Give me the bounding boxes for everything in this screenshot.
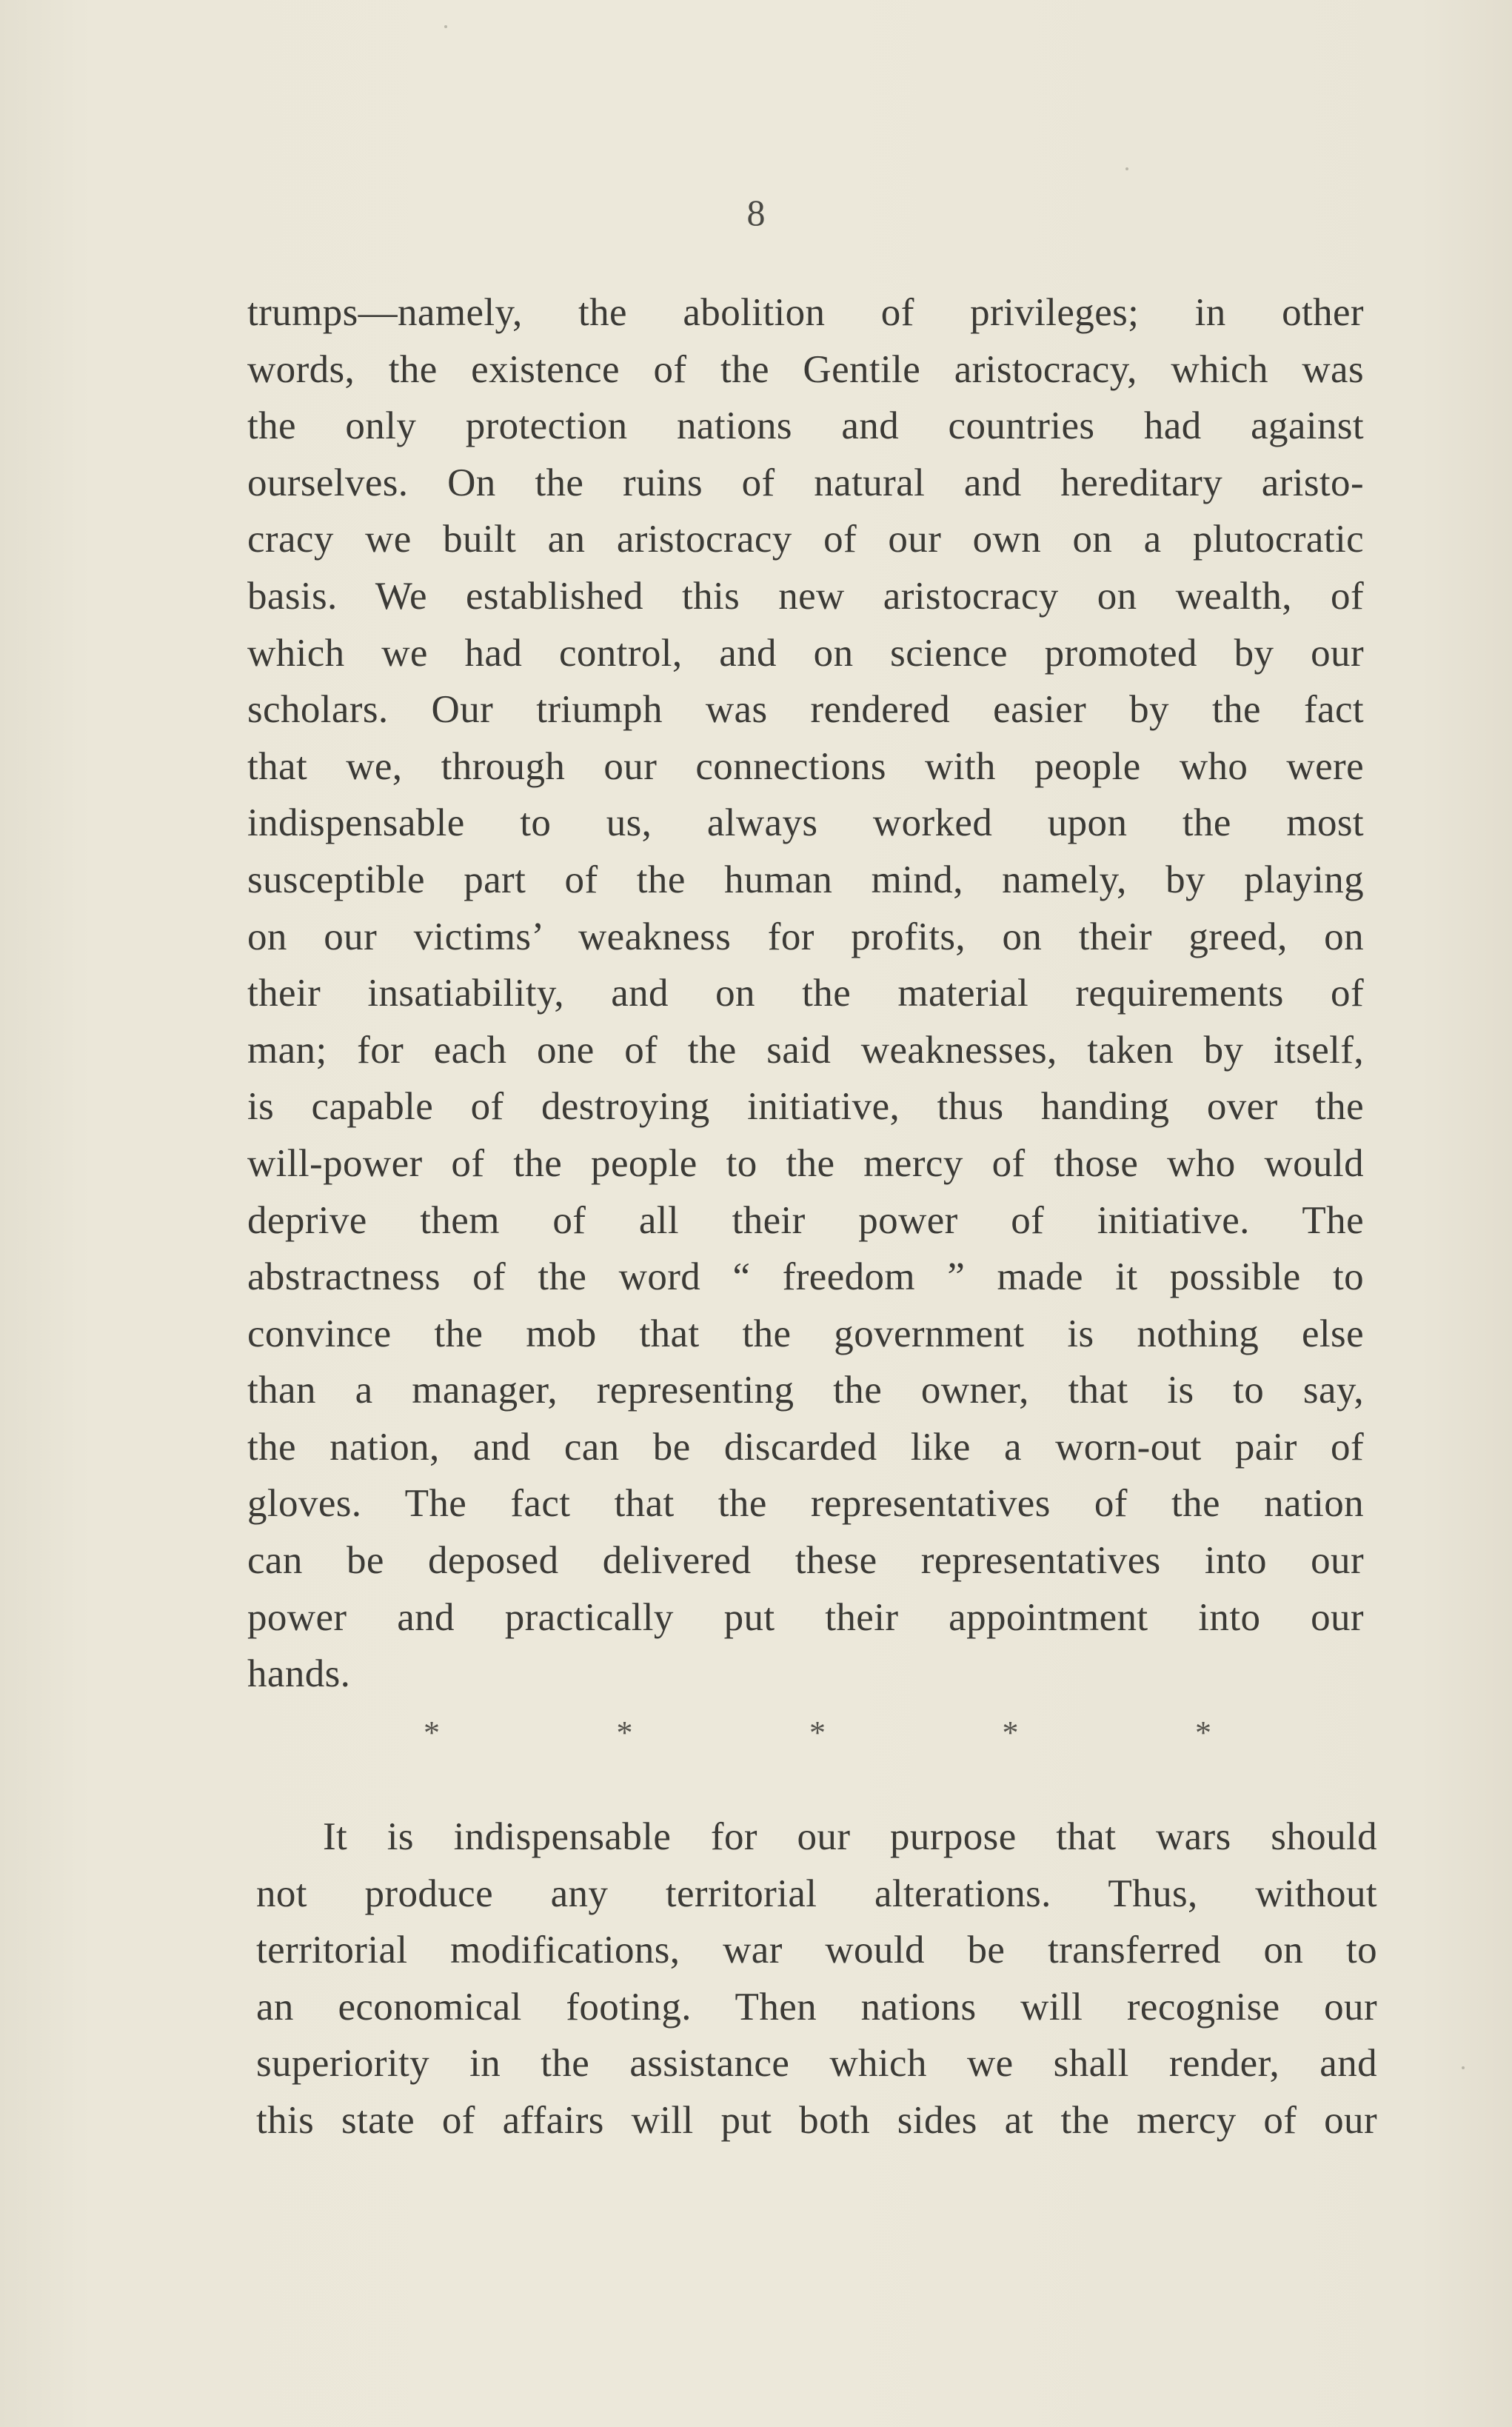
text-line: this state of affairs will put both sides at the mercy of our [256, 2098, 1377, 2142]
text-line: than a manager, representing the owner, that is to say, [247, 1369, 1364, 1412]
text-line: ourselves. On the ruins of natural and hereditary aristo- [247, 461, 1364, 504]
paragraph-2 [256, 1809, 1377, 2149]
text-line: will-power of the people to the mercy of those who would [247, 1141, 1364, 1185]
text-line: man; for each one of the said weaknesses, taken by itself, [247, 1028, 1364, 1072]
text-line: gloves. The fact that the representatives of the nation [247, 1482, 1364, 1526]
asterisk: * [809, 1715, 826, 1751]
text-line: not produce any territorial alterations. Thus, without [256, 1872, 1377, 1915]
text-line: which we had control, and on science promoted by our [247, 631, 1364, 675]
text-line: abstractness of the word “ freedom ” made it possible to [247, 1255, 1364, 1299]
asterisk: * [1002, 1715, 1019, 1751]
section-separator [424, 1717, 1211, 1749]
text-line: hands. [247, 1652, 351, 1696]
asterisk: * [424, 1715, 440, 1751]
text-line: basis. We established this new aristocracy on wealth, of [247, 574, 1364, 618]
text-line: superiority in the assistance which we shall render, and [256, 2042, 1377, 2086]
text-line: cracy we built an aristocracy of our own on a plutocratic [247, 518, 1364, 561]
text-line: words, the existence of the Gentile aristocracy, which was [247, 347, 1364, 391]
paper-speck [1462, 2066, 1465, 2069]
text-line: territorial modifications, war would be transferred on to [256, 1929, 1377, 1972]
paper-speck [1125, 167, 1128, 170]
text-line: scholars. Our triumph was rendered easier by the fact [247, 688, 1364, 732]
text-line: convince the mob that the government is nothing else [247, 1312, 1364, 1355]
asterisk: * [1195, 1715, 1211, 1751]
text-line: deprive them of all their power of initiative. The [247, 1198, 1364, 1242]
text-line: an economical footing. Then nations will recognise our [256, 1985, 1377, 2029]
text-line: It is indispensable for our purpose that wars should [323, 1815, 1377, 1858]
paragraph-1 [247, 284, 1364, 1703]
paper-speck [444, 25, 447, 28]
text-line: the only protection nations and countries had against [247, 404, 1364, 448]
page-number: 8 [746, 192, 766, 233]
text-line: can be deposed delivered these representatives into our [247, 1539, 1364, 1583]
text-line: on our victims’ weakness for profits, on their greed, on [247, 915, 1364, 958]
text-line: power and practically put their appointment into our [247, 1595, 1364, 1639]
asterisk: * [616, 1715, 633, 1751]
text-line: indispensable to us, always worked upon the most [247, 801, 1364, 845]
text-line: that we, through our connections with people who were [247, 744, 1364, 788]
text-line: susceptible part of the human mind, namely, by playing [247, 858, 1364, 901]
text-line: trumps—namely, the abolition of privileges; in other [247, 291, 1364, 334]
text-line: the nation, and can be discarded like a worn-out pair of [247, 1425, 1364, 1469]
text-line: their insatiability, and on the material requirements of [247, 972, 1364, 1015]
text-line: is capable of destroying initiative, thus handing over the [247, 1085, 1364, 1129]
